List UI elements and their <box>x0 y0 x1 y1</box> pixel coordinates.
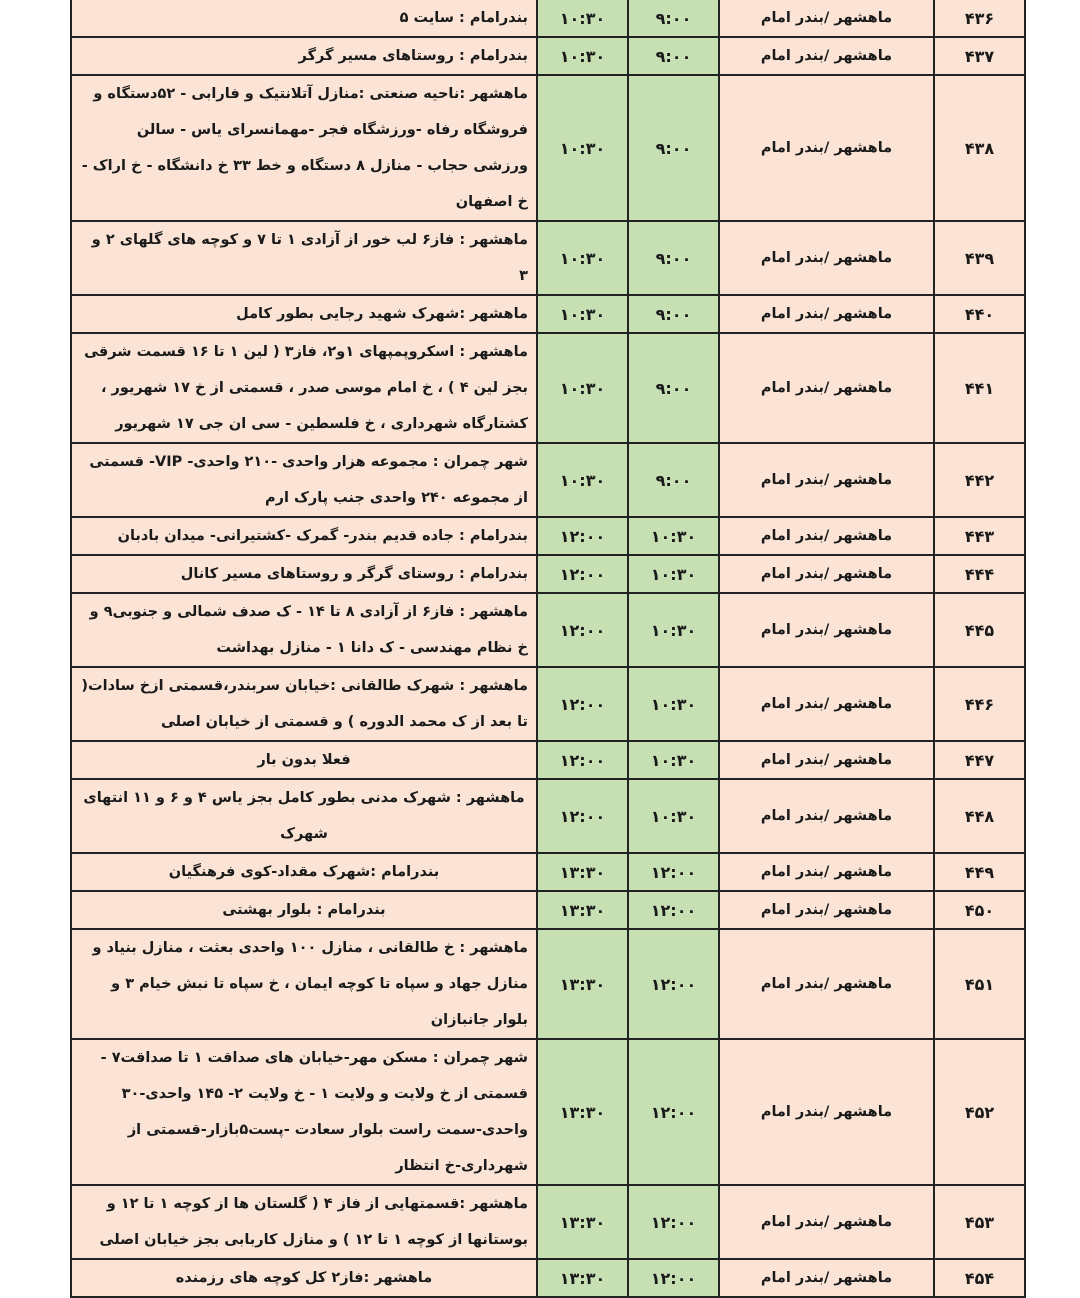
row-number: ۴۴۵ <box>934 593 1025 667</box>
city-cell: ماهشهر /بندر امام <box>719 75 934 221</box>
city-cell: ماهشهر /بندر امام <box>719 891 934 929</box>
row-number: ۴۴۴ <box>934 555 1025 593</box>
area-cell: ماهشهر :ناحیه صنعتی :منازل آتلانتیک و فارابی - ۵۲دستگاه و فروشگاه رفاه -ورزشگاه فجر -مهمانسرای یاس - سالن ورزشی حجاب - منازل ۸ دستگاه و خط ۳۳ خ دانشگاه - خ اراک - خ اصفهان <box>71 75 537 221</box>
area-cell: بندرامام : جاده قدیم بندر- گمرک -کشتیرانی- میدان بادبان <box>71 517 537 555</box>
row-number: ۴۵۴ <box>934 1259 1025 1297</box>
city-cell: ماهشهر /بندر امام <box>719 667 934 741</box>
area-cell: ماهشهر : شهرک طالقانی :خیابان سربندر،قسمتی ازخ سادات( تا بعد از ک محمد الدوره ) و قسمتی از خیابان اصلی <box>71 667 537 741</box>
row-number: ۴۳۷ <box>934 37 1025 75</box>
table-row <box>71 517 1025 555</box>
row-number: ۴۳۹ <box>934 221 1025 295</box>
city-cell: ماهشهر /بندر امام <box>719 295 934 333</box>
end-time-cell: ۱۲:۰۰ <box>537 555 628 593</box>
table-body <box>71 0 1025 1297</box>
city-cell: ماهشهر /بندر امام <box>719 1259 934 1297</box>
end-time-cell: ۱۰:۳۰ <box>537 443 628 517</box>
table-row <box>71 853 1025 891</box>
row-number: ۴۴۱ <box>934 333 1025 443</box>
end-time-cell: ۱۰:۳۰ <box>537 295 628 333</box>
start-time-cell: ۱۰:۳۰ <box>628 555 719 593</box>
row-number: ۴۴۸ <box>934 779 1025 853</box>
row-number: ۴۴۳ <box>934 517 1025 555</box>
start-time-cell: ۱۰:۳۰ <box>628 741 719 779</box>
table-row <box>71 1185 1025 1259</box>
area-cell: بندرامام : سایت ۵ <box>71 0 537 37</box>
city-cell: ماهشهر /بندر امام <box>719 221 934 295</box>
table-row <box>71 0 1025 37</box>
city-cell: ماهشهر /بندر امام <box>719 741 934 779</box>
start-time-cell: ۱۰:۳۰ <box>628 517 719 555</box>
table-row <box>71 75 1025 221</box>
area-cell: بندرامام : روستاهای مسیر گرگر <box>71 37 537 75</box>
end-time-cell: ۱۳:۳۰ <box>537 853 628 891</box>
table-row <box>71 37 1025 75</box>
start-time-cell: ۱۲:۰۰ <box>628 929 719 1039</box>
area-cell: فعلا بدون بار <box>71 741 537 779</box>
table-row <box>71 333 1025 443</box>
end-time-cell: ۱۰:۳۰ <box>537 221 628 295</box>
area-cell: بندرامام : روستای گرگر و روستاهای مسیر کانال <box>71 555 537 593</box>
start-time-cell: ۱۰:۳۰ <box>628 667 719 741</box>
start-time-cell: ۱۲:۰۰ <box>628 1039 719 1185</box>
end-time-cell: ۱۲:۰۰ <box>537 741 628 779</box>
row-number: ۴۵۳ <box>934 1185 1025 1259</box>
table-row <box>71 593 1025 667</box>
end-time-cell: ۱۰:۳۰ <box>537 0 628 37</box>
city-cell: ماهشهر /بندر امام <box>719 779 934 853</box>
end-time-cell: ۱۲:۰۰ <box>537 667 628 741</box>
city-cell: ماهشهر /بندر امام <box>719 517 934 555</box>
area-cell: ماهشهر : فاز۶ لب خور از آزادی ۱ تا ۷ و کوچه های گلهای ۲ و ۳ <box>71 221 537 295</box>
row-number: ۴۴۶ <box>934 667 1025 741</box>
row-number: ۴۳۶ <box>934 0 1025 37</box>
end-time-cell: ۱۰:۳۰ <box>537 333 628 443</box>
city-cell: ماهشهر /بندر امام <box>719 555 934 593</box>
city-cell: ماهشهر /بندر امام <box>719 1039 934 1185</box>
start-time-cell: ۹:۰۰ <box>628 333 719 443</box>
start-time-cell: ۱۲:۰۰ <box>628 891 719 929</box>
table-row <box>71 741 1025 779</box>
start-time-cell: ۱۰:۳۰ <box>628 593 719 667</box>
city-cell: ماهشهر /بندر امام <box>719 0 934 37</box>
table-row <box>71 779 1025 853</box>
table-row <box>71 891 1025 929</box>
table-row <box>71 1259 1025 1297</box>
end-time-cell: ۱۲:۰۰ <box>537 779 628 853</box>
table-row <box>71 555 1025 593</box>
row-number: ۴۴۹ <box>934 853 1025 891</box>
start-time-cell: ۹:۰۰ <box>628 0 719 37</box>
area-cell: شهر چمران : مجموعه هزار واحدی -۲۱۰ واحدی- VIP- قسمتی از مجموعه ۲۴۰ واحدی جنب پارک ارم <box>71 443 537 517</box>
start-time-cell: ۹:۰۰ <box>628 295 719 333</box>
end-time-cell: ۱۳:۳۰ <box>537 891 628 929</box>
area-cell: ماهشهر : خ طالقانی ، منازل ۱۰۰ واحدی بعثت ، منازل بنیاد و منازل جهاد و سپاه تا کوچه ایمان ، خ سپاه تا نبش خیام ۳ و بلوار جانبازان <box>71 929 537 1039</box>
row-number: ۴۴۷ <box>934 741 1025 779</box>
area-cell: شهر چمران : مسکن مهر-خیابان های صداقت ۱ تا صداقت۷ - قسمتی از خ ولایت و ولایت ۱ - خ ولایت ۲- ۱۴۵ واحدی-۳۰ واحدی-سمت راست بلوار سعادت -پست۵بازار-قسمتی از شهرداری-خ انتظار <box>71 1039 537 1185</box>
start-time-cell: ۹:۰۰ <box>628 75 719 221</box>
outage-schedule-table <box>70 0 1026 1298</box>
end-time-cell: ۱۲:۰۰ <box>537 593 628 667</box>
table-row <box>71 221 1025 295</box>
city-cell: ماهشهر /بندر امام <box>719 1185 934 1259</box>
row-number: ۴۵۲ <box>934 1039 1025 1185</box>
area-cell: ماهشهر :فاز۲ کل کوچه های رزمنده <box>71 1259 537 1297</box>
table-row <box>71 667 1025 741</box>
end-time-cell: ۱۳:۳۰ <box>537 929 628 1039</box>
area-cell: ماهشهر :شهرک شهید رجایی بطور کامل <box>71 295 537 333</box>
area-cell: ماهشهر : اسکروپمپهای ۱و۲، فاز۳ ( لین ۱ تا ۱۶ قسمت شرقی بجز لین ۴ ) ، خ امام موسی صدر ، قسمتی از خ ۱۷ شهریور ، کشتارگاه شهرداری ، خ فلسطین - سی ان جی ۱۷ شهریور <box>71 333 537 443</box>
end-time-cell: ۱۳:۳۰ <box>537 1259 628 1297</box>
row-number: ۴۴۰ <box>934 295 1025 333</box>
row-number: ۴۴۲ <box>934 443 1025 517</box>
area-cell: ماهشهر : فاز۶ از آزادی ۸ تا ۱۴ - ک صدف شمالی و جنوبی۹ و خ نظام مهندسی - ک دانا ۱ - منازل بهداشت <box>71 593 537 667</box>
row-number: ۴۳۸ <box>934 75 1025 221</box>
city-cell: ماهشهر /بندر امام <box>719 37 934 75</box>
city-cell: ماهشهر /بندر امام <box>719 593 934 667</box>
start-time-cell: ۱۲:۰۰ <box>628 1259 719 1297</box>
start-time-cell: ۱۲:۰۰ <box>628 853 719 891</box>
start-time-cell: ۹:۰۰ <box>628 443 719 517</box>
end-time-cell: ۱۰:۳۰ <box>537 37 628 75</box>
start-time-cell: ۹:۰۰ <box>628 221 719 295</box>
city-cell: ماهشهر /بندر امام <box>719 443 934 517</box>
table-row <box>71 929 1025 1039</box>
area-cell: بندرامام :شهرک مقداد-کوی فرهنگیان <box>71 853 537 891</box>
end-time-cell: ۱۲:۰۰ <box>537 517 628 555</box>
start-time-cell: ۱۲:۰۰ <box>628 1185 719 1259</box>
end-time-cell: ۱۳:۳۰ <box>537 1185 628 1259</box>
end-time-cell: ۱۰:۳۰ <box>537 75 628 221</box>
table-row <box>71 443 1025 517</box>
city-cell: ماهشهر /بندر امام <box>719 333 934 443</box>
city-cell: ماهشهر /بندر امام <box>719 853 934 891</box>
area-cell: ماهشهر : شهرک مدنی بطور کامل بجز یاس ۴ و ۶ و ۱۱ انتهای شهرک <box>71 779 537 853</box>
start-time-cell: ۱۰:۳۰ <box>628 779 719 853</box>
start-time-cell: ۹:۰۰ <box>628 37 719 75</box>
row-number: ۴۵۰ <box>934 891 1025 929</box>
table-row <box>71 1039 1025 1185</box>
row-number: ۴۵۱ <box>934 929 1025 1039</box>
city-cell: ماهشهر /بندر امام <box>719 929 934 1039</box>
end-time-cell: ۱۳:۳۰ <box>537 1039 628 1185</box>
table-row <box>71 295 1025 333</box>
area-cell: ماهشهر :قسمتهایی از فاز ۴ ( گلستان ها از کوچه ۱ تا ۱۲ و بوستانها از کوچه ۱ تا ۱۲ ) و منازل کاربابی بجز خیابان اصلی <box>71 1185 537 1259</box>
area-cell: بندرامام : بلوار بهشتی <box>71 891 537 929</box>
